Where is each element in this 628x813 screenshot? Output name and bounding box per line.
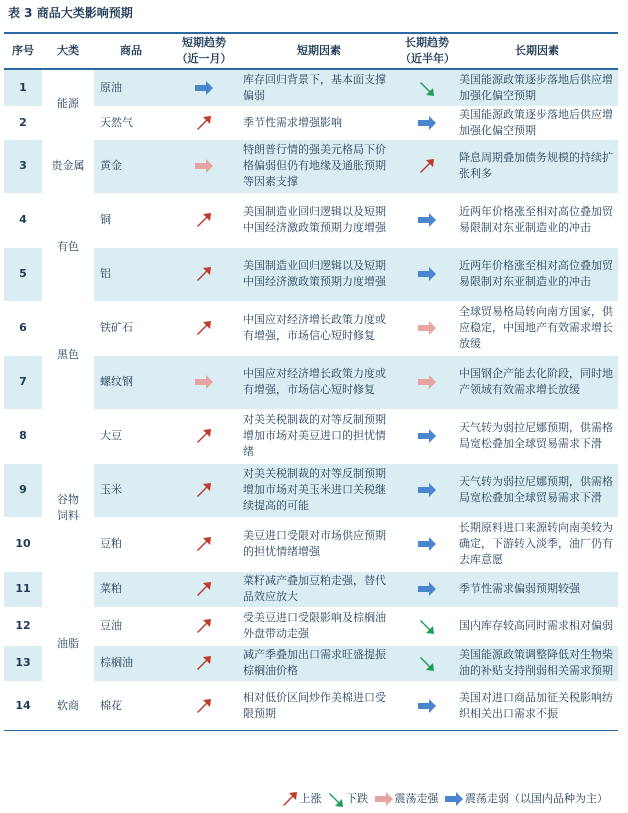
long-trend-cell [398, 247, 456, 301]
category-cell: 贵金属 [42, 139, 94, 193]
short-trend-cell [168, 607, 240, 645]
short-factor: 减产季叠加出口需求旺盛提振棕榈油价格 [240, 645, 398, 681]
long-trend-cell [398, 139, 456, 193]
short-trend-cell [168, 139, 240, 193]
commodity-table [4, 32, 618, 731]
short-trend-cell [168, 301, 240, 355]
long-factor: 美国能源政策逐步落地后供应增加强化偏空预期 [456, 106, 618, 139]
table-row [4, 355, 618, 409]
long-trend-cell [398, 355, 456, 409]
short-factor: 中国应对经济增长政策力度或有增强，市场信心短时修复 [240, 301, 398, 355]
short-trend-cell [168, 681, 240, 730]
row-seq: 4 [4, 193, 42, 247]
table-row [4, 607, 618, 645]
table-title: 表 3 商品大类影响预期 [8, 6, 133, 20]
row-seq: 11 [4, 571, 42, 607]
row-seq: 9 [4, 463, 42, 517]
long-trend-cell [398, 463, 456, 517]
header-category: 大类 [42, 33, 94, 69]
product-name: 铜 [94, 193, 168, 247]
row-seq: 1 [4, 69, 42, 106]
legend-osc-strong: 震荡走强 [394, 792, 439, 805]
category-cell: 谷物饲料 [42, 409, 94, 607]
row-seq: 10 [4, 517, 42, 571]
header-row [4, 33, 618, 69]
product-name: 原油 [94, 69, 168, 106]
up-arrow-icon [195, 266, 213, 282]
short-trend-cell [168, 571, 240, 607]
short-factor: 库存回归背景下，基本面支撑偏弱 [240, 69, 398, 106]
up-arrow-icon [195, 618, 213, 634]
header-long-factor: 长期因素 [456, 33, 618, 69]
product-name: 黄金 [94, 139, 168, 193]
short-trend-cell [168, 355, 240, 409]
row-seq: 2 [4, 106, 42, 139]
osc-weak-arrow-icon [417, 581, 437, 597]
product-name: 豆油 [94, 607, 168, 645]
long-factor: 近两年价格涨至相对高位叠加贸易限制对东亚制造业的冲击 [456, 193, 618, 247]
long-trend-cell [398, 193, 456, 247]
long-factor: 中国钢企产能去化阶段，同时地产领域有效需求增长放缓 [456, 355, 618, 409]
product-name: 棉花 [94, 681, 168, 730]
short-factor: 美国制造业回归逻辑以及短期中国经济激政策预期力度增强 [240, 193, 398, 247]
osc-weak-arrow-icon [194, 80, 214, 96]
long-factor: 天气转为弱拉尼娜预期，供需格局宽松叠加全球贸易需求下滑 [456, 409, 618, 463]
short-trend-cell [168, 106, 240, 139]
legend-down: 下跌 [346, 792, 368, 805]
osc-weak-arrow-icon [417, 698, 437, 714]
long-trend-cell [398, 607, 456, 645]
long-trend-cell [398, 517, 456, 571]
product-name: 螺纹钢 [94, 355, 168, 409]
up-arrow-icon [195, 320, 213, 336]
up-arrow-icon [195, 536, 213, 552]
down-arrow-icon [418, 618, 436, 634]
table-row [4, 463, 618, 517]
osc-strong-arrow-icon [194, 374, 214, 390]
osc-weak-arrow-icon [417, 428, 437, 444]
short-trend-cell [168, 247, 240, 301]
down-arrow-icon [327, 791, 345, 807]
osc-strong-arrow-icon [417, 374, 437, 390]
osc-strong-arrow-icon [374, 791, 394, 807]
up-arrow-icon [195, 212, 213, 228]
osc-strong-arrow-icon [417, 320, 437, 336]
legend-up: 上涨 [299, 792, 322, 805]
up-arrow-icon [195, 655, 213, 671]
down-arrow-icon [418, 80, 436, 96]
short-factor: 美豆进口受限对市场供应预期的担忧情绪增强 [240, 517, 398, 571]
product-name: 玉米 [94, 463, 168, 517]
table-row [4, 517, 618, 571]
short-factor: 菜籽减产叠加豆粕走强，替代品效应放大 [240, 571, 398, 607]
short-factor: 相对低价区间炒作美棉进口受限预期 [240, 681, 398, 730]
short-factor: 特朗普行情的强美元格局下价格偏弱但仍有地缘及通胀预期等因素支撑 [240, 139, 398, 193]
up-arrow-icon [195, 115, 213, 131]
osc-weak-arrow-icon [417, 536, 437, 552]
category-cell: 油脂 [42, 607, 94, 681]
table-row [4, 106, 618, 139]
short-factor: 受美豆进口受限影响及棕榈油外盘带动走强 [240, 607, 398, 645]
table-row [4, 247, 618, 301]
osc-weak-arrow-icon [417, 482, 437, 498]
row-seq: 13 [4, 645, 42, 681]
category-cell: 能源 [42, 69, 94, 139]
long-trend-cell [398, 409, 456, 463]
row-seq: 14 [4, 681, 42, 730]
long-factor: 降息周期叠加债务规模的持续扩张利多 [456, 139, 618, 193]
header-short-trend: 短期趋势 （近一月） [168, 33, 240, 69]
osc-weak-arrow-icon [444, 791, 464, 807]
table-row [4, 69, 618, 106]
long-factor: 美国能源政策逐步落地后供应增加强化偏空预期 [456, 69, 618, 106]
row-seq: 12 [4, 607, 42, 645]
row-seq: 7 [4, 355, 42, 409]
short-factor: 美国制造业回归逻辑以及短期中国经济激政策预期力度增强 [240, 247, 398, 301]
short-trend-cell [168, 517, 240, 571]
short-trend-cell [168, 409, 240, 463]
table-row [4, 645, 618, 681]
table-row [4, 139, 618, 193]
header-product: 商品 [94, 33, 168, 69]
long-trend-cell [398, 69, 456, 106]
table-row [4, 301, 618, 355]
short-factor: 中国应对经济增长政策力度或有增强，市场信心短时修复 [240, 355, 398, 409]
table-row [4, 409, 618, 463]
table-row [4, 193, 618, 247]
short-trend-cell [168, 193, 240, 247]
osc-weak-arrow-icon [417, 115, 437, 131]
osc-weak-arrow-icon [417, 212, 437, 228]
category-cell: 软商 [42, 681, 94, 730]
up-arrow-icon [195, 581, 213, 597]
osc-weak-arrow-icon [417, 266, 437, 282]
legend-osc-weak: 震荡走弱（以国内品种为主） [465, 792, 608, 805]
long-factor: 全球贸易格局转向南方国家，供应稳定，中国地产有效需求增长放缓 [456, 301, 618, 355]
header-seq: 序号 [4, 33, 42, 69]
up-arrow-icon [418, 158, 436, 174]
short-factor: 季节性需求增强影响 [240, 106, 398, 139]
up-arrow-icon [195, 482, 213, 498]
up-arrow-icon [195, 698, 213, 714]
row-seq: 5 [4, 247, 42, 301]
long-factor: 长期原料进口来源转向南美较为确定，下游转入淡季，油厂仍有去库意愿 [456, 517, 618, 571]
category-cell: 黑色 [42, 301, 94, 409]
long-factor: 美国能源政策调整降低对生物柴油的补贴支持削弱相关需求预期 [456, 645, 618, 681]
long-trend-cell [398, 645, 456, 681]
long-factor: 美国对进口商品加征关税影响纺织相关出口需求不振 [456, 681, 618, 730]
row-seq: 3 [4, 139, 42, 193]
short-factor: 对美关税制裁的对等反制预期增加市场对美玉米进口关税继续提高的可能 [240, 463, 398, 517]
table-row [4, 681, 618, 730]
product-name: 菜粕 [94, 571, 168, 607]
short-trend-cell [168, 69, 240, 106]
product-name: 豆粕 [94, 517, 168, 571]
long-trend-cell [398, 106, 456, 139]
up-arrow-icon [195, 428, 213, 444]
legend [279, 790, 609, 807]
category-cell: 有色 [42, 193, 94, 301]
long-trend-cell [398, 681, 456, 730]
header-short-factor: 短期因素 [240, 33, 398, 69]
long-factor: 国内库存较高同时需求相对偏弱 [456, 607, 618, 645]
product-name: 棕榈油 [94, 645, 168, 681]
product-name: 铝 [94, 247, 168, 301]
short-trend-cell [168, 463, 240, 517]
long-factor: 季节性需求偏弱预期较强 [456, 571, 618, 607]
up-arrow-icon [281, 791, 299, 807]
table-row [4, 571, 618, 607]
long-factor: 近两年价格涨至相对高位叠加贸易限制对东亚制造业的冲击 [456, 247, 618, 301]
long-factor: 天气转为弱拉尼娜预期，供需格局宽松叠加全球贸易需求下滑 [456, 463, 618, 517]
long-trend-cell [398, 571, 456, 607]
short-factor: 对美关税制裁的对等反制预期增加市场对美豆进口的担忧情绪 [240, 409, 398, 463]
product-name: 天然气 [94, 106, 168, 139]
row-seq: 8 [4, 409, 42, 463]
down-arrow-icon [418, 655, 436, 671]
row-seq: 6 [4, 301, 42, 355]
long-trend-cell [398, 301, 456, 355]
short-trend-cell [168, 645, 240, 681]
product-name: 大豆 [94, 409, 168, 463]
product-name: 铁矿石 [94, 301, 168, 355]
header-long-trend: 长期趋势 （近半年） [398, 33, 456, 69]
osc-strong-arrow-icon [194, 158, 214, 174]
